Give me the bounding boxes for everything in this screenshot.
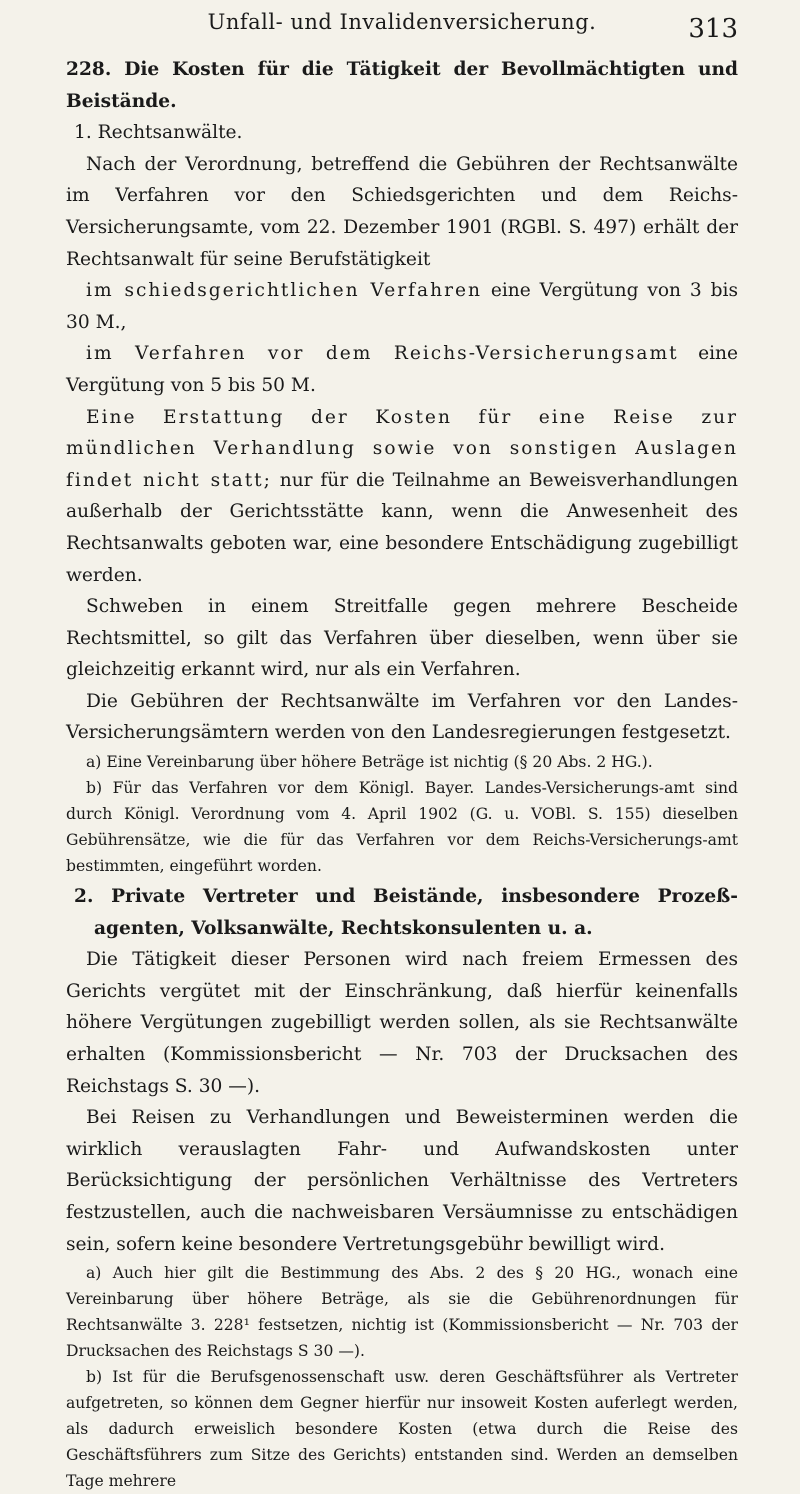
emphasis-schiedsgericht: im schiedsgerichtlichen Verfahren [86,280,482,302]
section-heading [66,54,738,117]
paragraph-verordnung: Nach der Verordnung, betreffend die Gebühren der Rechtsanwälte im Verfahren vor den Schiedsgerichten und dem Reichs-Versicherungsamte, vom 22. Dezember 1901 (RGBl. S. 497) erhält der Rechtsanwalt für seine Berufstätigkeit [66,153,738,270]
subheading-rechtsanwaelte: 1. Rechtsanwälte. [74,122,243,144]
paragraph-reisen: Bei Reisen zu Verhandlungen und Beweisterminen werden die wirklich verauslagten Fahr- und Aufwandskosten unter Berücksichtigung der persönlichen Verhältnisse des Vertreters festzustellen, auch die nachweisbaren Versäumnisse zu entschädigen sein, sofern keine besondere Vertretungsgebühr bewilligt wird. [66,1107,738,1255]
page-number: 313 [688,14,738,44]
footnote-a: a) Eine Vereinbarung über höhere Beträge ist nichtig (§ 20 Abs. 2 HG.). [86,753,653,772]
text-reichsversicherungsamt-amount: eine Vergütung von 5 bis 50 M. [66,343,738,396]
emphasis-reisekosten: Eine Erstattung der Kosten für eine Reise zur mündlichen Verhandlung sowie von sonstigen Auslagen findet nicht statt; [66,406,738,491]
text-schiedsgericht-amount: eine Vergütung von 3 bis 30 M., [66,280,738,333]
paragraph-taetigkeit: Die Tätigkeit dieser Personen wird nach freiem Ermessen des Gerichts vergütet mit der Einschränkung, daß hierfür keinenfalls höhere Vergütungen zugebilligt werden sollen, als sie Rechtsanwälte erhalten (Kommissionsbericht — Nr. 703 der Drucksachen des Reichstags S. 30 —). [66,949,738,1097]
text-reisekosten: nur für die Teilnahme an Beweisverhandlungen außerhalb der Gerichtsstätte kann, wenn die Anwesenheit des Rechtsanwalts geboten war, eine besondere Entschädigung zugebilligt werden. [66,469,739,586]
section-number: 228. [66,59,112,80]
paragraph-streitfall: Schweben in einem Streitfalle gegen mehrere Bescheide Rechtsmittel, so gilt das Verfahren über dieselben, wenn über sie gleichzeitig erkannt wird, nur als ein Verfahren. [66,596,738,681]
footnote-b: b) Für das Verfahren vor dem Königl. Bayer. Landes-Versicherungs-amt sind durch Königl. Verordnung vom 4. April 1902 (G. u. VOBl. S. 155) dieselben Gebührensätze, wie die für das Verfahren vor dem Reichs-Versicherungs-amt bestimmten, eingeführt worden. [66,779,738,876]
footnote-c: a) Auch hier gilt die Bestimmung des Abs. 2 des § 20 HG., wonach eine Vereinbarung über höhere Beträge, als sie die Gebührenordnungen für Rechtsanwälte 3. 228¹ festsetzen, nichtig ist (Kommissionsbericht — Nr. 703 der Drucksachen des Reichstags S 30 —). [66,1264,738,1361]
running-head [66,10,738,54]
running-head-title: Unfall- und Invalidenversicherung. [207,10,597,34]
subheading-private-vertreter: 2. Private Vertreter und Beistände, insbesondere Prozeß-agenten, Volksanwälte, Rechtskonsulenten u. a. [74,886,738,939]
paragraph-schiedsgericht [66,275,738,338]
emphasis-reichsversicherungsamt: im Verfahren vor dem Reichs-Versicherungsamt [86,343,679,365]
paragraph-reisekosten [66,402,738,592]
section-title: Die Kosten für die Tätigkeit der Bevollmächtigten und Beistände. [66,59,738,112]
paragraph-landesversicherungsaemter: Die Gebühren der Rechtsanwälte im Verfahren vor den Landes-Versicherungsämtern werden von den Landesregierungen festgesetzt. [66,690,738,744]
footnote-d: b) Ist für die Berufsgenossenschaft usw. deren Geschäftsführer als Vertreter aufgetreten, so können dem Gegner hierfür nur insoweit Kosten auferlegt werden, als dadurch erweislich besondere Kosten (etwa durch die Reise des Geschäftsführers zum Sitze des Gerichts) entstanden sind. Werden an demselben Tage mehrere [66,1368,738,1491]
paragraph-reichsversicherungsamt [66,338,738,401]
